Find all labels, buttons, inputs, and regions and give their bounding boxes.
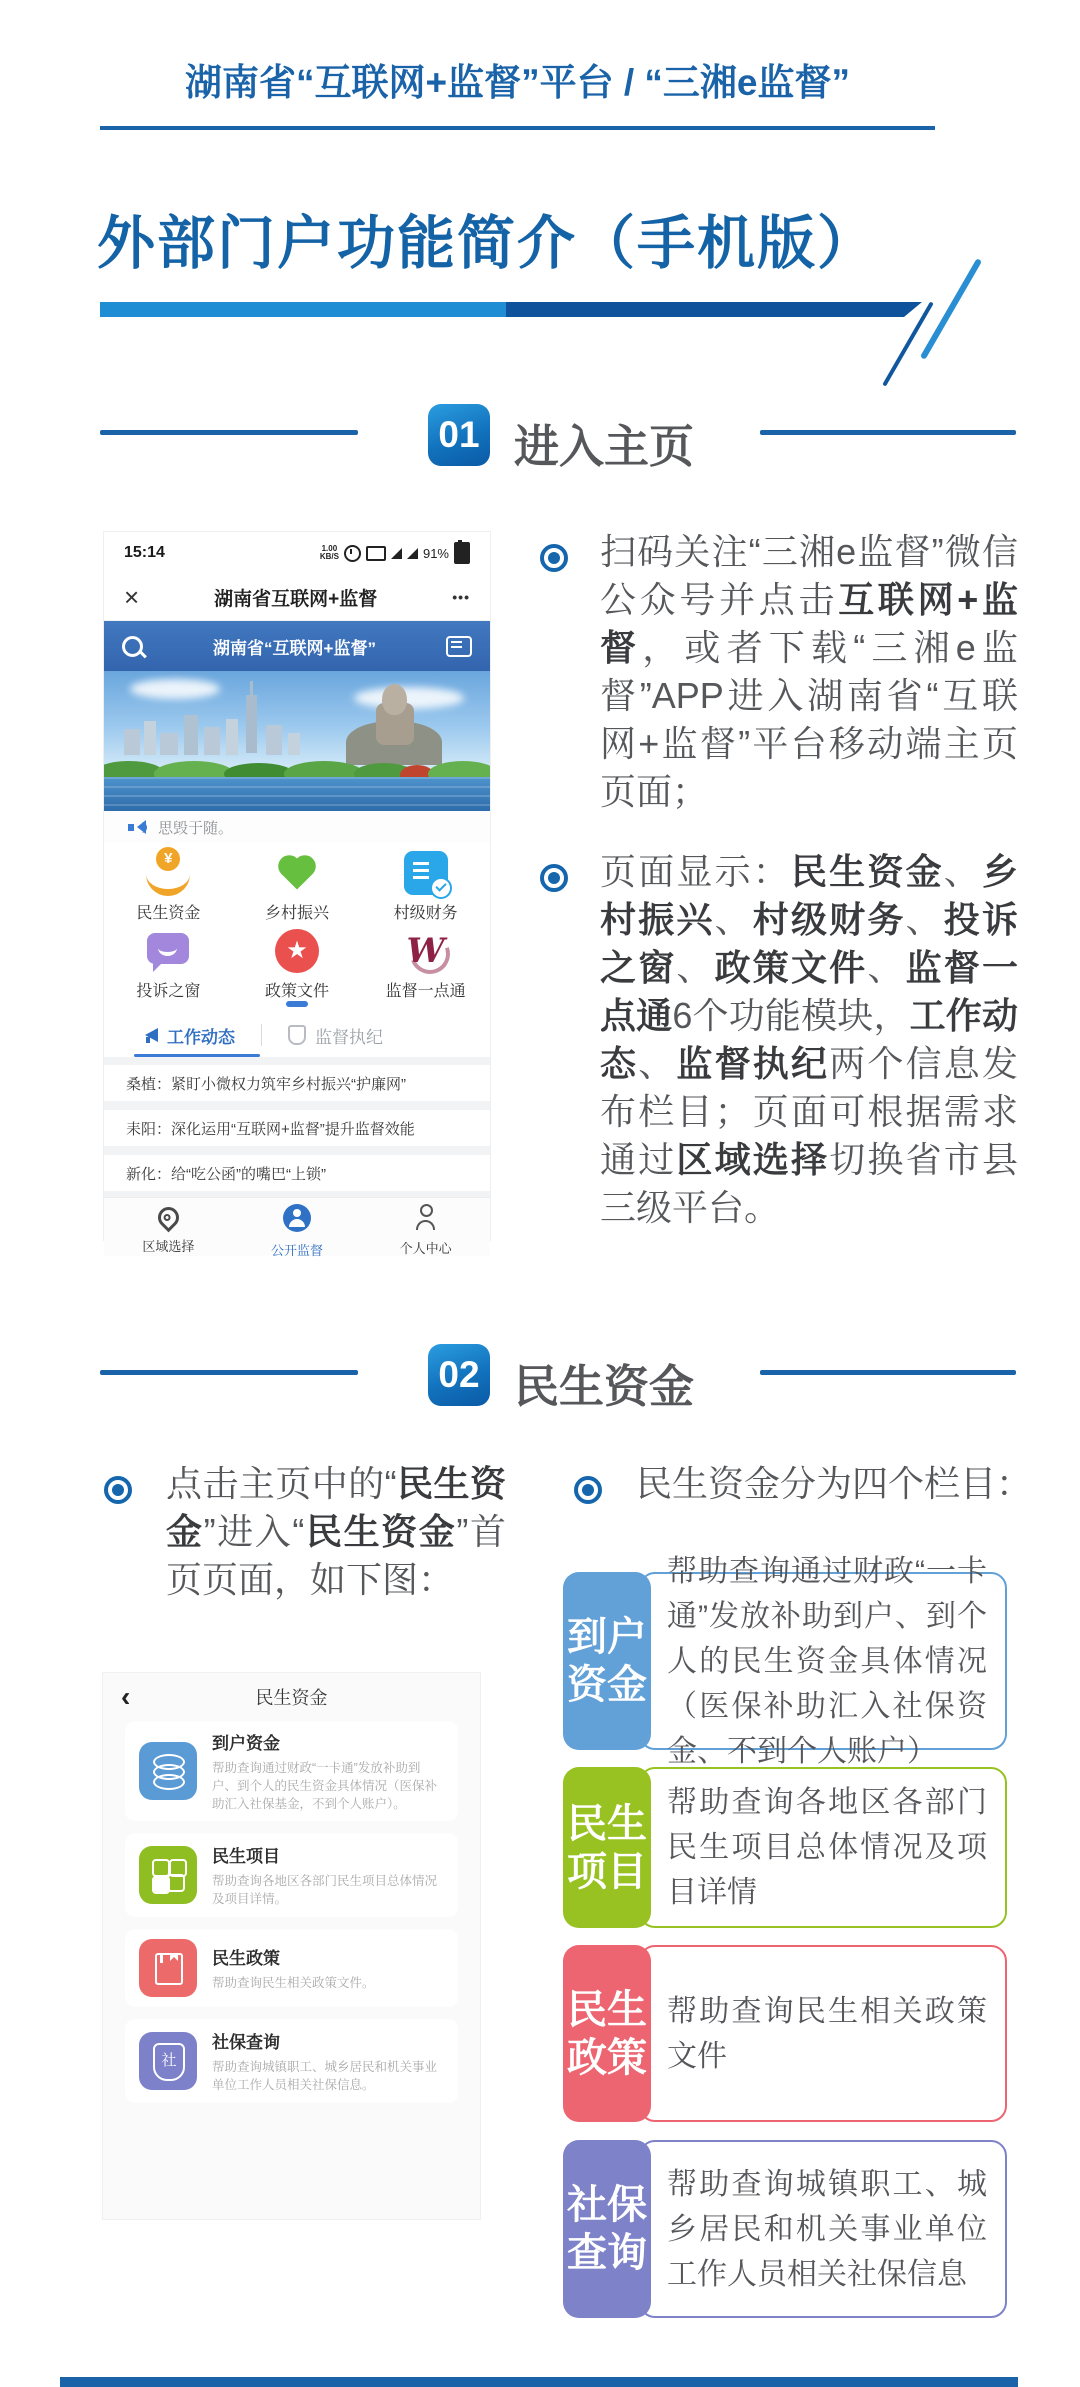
module-policy-files[interactable]: ★ 政策文件: [233, 923, 362, 999]
bullet-icon: [574, 1476, 602, 1504]
megaphone-icon: [138, 1027, 158, 1043]
search-bar[interactable]: [104, 621, 490, 671]
section2-number-badge: 02: [428, 1344, 490, 1406]
section1-bullet2-text: 页面显示：民生资金、乡村振兴、村级财务、投诉之窗、政策文件、监督一点通6个功能模块，工作动态、监督执纪两个信息发布栏目；页面可根据需求通过区域选择切换省市县三级平台。: [600, 851, 1018, 1228]
swirl-logo-icon: [400, 925, 452, 977]
list-item-daohu-funds[interactable]: 到户资金 帮助查询通过财政“一卡通”发放补助到户、到个人的民生资金具体情况（医保补助汇入社保基金，不到个人账户）。: [125, 1721, 458, 1821]
section2-title: 民生资金: [514, 1361, 695, 1412]
building-shape: [226, 719, 238, 755]
column-card-minsheng-policy: [563, 1945, 1007, 2122]
module-minsheng-funds[interactable]: ¥ 民生资金: [104, 845, 233, 921]
module-supervision-hotline[interactable]: W 监督一点通: [361, 923, 490, 999]
signal-icon: [391, 548, 402, 559]
tab-region-select[interactable]: 区域选择: [104, 1198, 233, 1256]
speaker-icon: [128, 819, 146, 835]
status-time: 15:14: [124, 544, 165, 561]
building-shape: [266, 725, 282, 755]
page-header-title: 湖南省“互联网+监督”平台 / “三湘e监督”: [184, 62, 851, 103]
back-icon[interactable]: ‹: [121, 1681, 131, 1712]
column-label: 到户 资金: [563, 1572, 651, 1750]
header-underline: [100, 126, 935, 130]
module-complaint-window[interactable]: 投诉之窗: [104, 923, 233, 999]
network-speed-indicator: 1.00 KB/S: [319, 544, 339, 561]
module-rural-revitalization[interactable]: 乡村振兴: [233, 845, 362, 921]
phone-status-bar: [104, 532, 490, 574]
bullet-icon: [540, 864, 568, 892]
list-item-minsheng-policy[interactable]: 民生政策 帮助查询民生相关政策文件。: [125, 1929, 458, 2007]
section2-line-left: [100, 1370, 358, 1375]
battery-icon: [454, 542, 470, 564]
shield-social-icon: 社: [139, 2032, 197, 2090]
column-label: 民生 项目: [563, 1767, 651, 1928]
tab-personal-center[interactable]: 个人中心: [361, 1198, 490, 1256]
list-item-minsheng-projects[interactable]: 民生项目 帮助查询各地区各部门民生项目总体情况及项目详情。: [125, 1833, 458, 1917]
building-shape: [204, 727, 220, 755]
fund-hand-icon: [142, 847, 194, 899]
grid-icon: [139, 1846, 197, 1904]
column-text: 帮助查询各地区各部门民生项目总体情况及项目详情: [667, 1786, 987, 1909]
phone2-header: [103, 1673, 480, 1721]
news-item[interactable]: 耒阳：深化运用“互联网+监督”提升监督效能: [104, 1110, 490, 1146]
banner-image: [104, 671, 490, 811]
building-shape: [288, 733, 300, 755]
phone-screenshot-home: [104, 532, 490, 1258]
title-accent-bar: [100, 302, 922, 317]
person-outline-icon: [413, 1204, 439, 1230]
shield-icon: [288, 1025, 306, 1045]
building-shape: [184, 715, 198, 755]
column-card-social-security: [563, 2140, 1007, 2318]
water-shape: [104, 777, 490, 811]
chat-bubble-icon: [142, 925, 194, 977]
column-label: 民生 政策: [563, 1945, 651, 2122]
tower-shape: [246, 695, 257, 753]
close-icon[interactable]: ×: [124, 582, 140, 612]
section1-title: 进入主页: [514, 421, 695, 472]
footer-accent-bar: [60, 2377, 1018, 2387]
section1-number-badge: 01: [428, 404, 490, 466]
building-shape: [144, 721, 156, 755]
notice-ticker: [104, 811, 490, 843]
alarm-icon: [344, 545, 361, 562]
more-icon[interactable]: •••: [452, 589, 470, 605]
bottom-tab-bar: [104, 1197, 490, 1256]
column-card-daohu-funds: [563, 1554, 1007, 1768]
phone-nav-bar: [104, 574, 490, 621]
building-shape: [160, 733, 178, 755]
news-item[interactable]: 桑植：紧盯小微权力筑牢乡村振兴“护廉网”: [104, 1065, 490, 1101]
book-icon: [139, 1939, 197, 1997]
news-tabs: [104, 1013, 490, 1057]
phone-nav-title: 湖南省互联网+监督: [214, 588, 378, 610]
person-filled-icon: [283, 1204, 311, 1232]
ledger-check-icon: [400, 847, 452, 899]
phone-screenshot-minsheng: [103, 1673, 480, 2219]
page-title: 外部门户功能简介（手机版）: [97, 211, 878, 276]
bullet-icon: [540, 544, 568, 572]
section1-line-left: [100, 430, 358, 435]
phone2-title: 民生资金: [255, 1688, 328, 1708]
section2-left-bullet-text: 点击主页中的“民生资金”进入“民生资金”首页页面，如下图：: [166, 1463, 506, 1600]
building-shape: [124, 729, 140, 755]
section2-line-right: [760, 1370, 1016, 1375]
column-label: 社保 查询: [563, 2140, 651, 2318]
page-indicator: [104, 1001, 490, 1013]
statue-head-shape: [382, 684, 407, 715]
reader-icon[interactable]: [446, 636, 472, 657]
title-bar-light-segment: [100, 302, 506, 317]
section1-bullet1-text: 扫码关注“三湘e监督”微信公众号并点击互联网+监督，或者下载“三湘e监督”APP进入湖南省“互联网+监督”平台移动端主页页面；: [600, 531, 1018, 812]
heart-handshake-icon: [271, 847, 323, 899]
list-item-social-security[interactable]: 社 社保查询 帮助查询城镇职工、城乡居民和机关事业单位工作人员相关社保信息。: [125, 2019, 458, 2103]
star-circle-icon: [271, 925, 323, 977]
news-item[interactable]: 新化：给“吃公函”的嘴巴“上锁”: [104, 1155, 490, 1191]
news-list: [104, 1057, 490, 1197]
signal2-icon: [407, 548, 418, 559]
coins-icon: [139, 1742, 197, 1800]
column-text: 帮助查询民生相关政策文件: [667, 1994, 987, 2073]
column-card-minsheng-projects: [563, 1767, 1007, 1928]
sim-icon: [366, 546, 386, 561]
search-bar-title: 湖南省“互联网+监督”: [213, 638, 376, 658]
column-text: 帮助查询通过财政“一卡通”发放补助到户、到个人的民生资金具体情况（医保补助汇入社保资金、不到个人账户）: [667, 1554, 987, 1768]
status-icons: [320, 542, 470, 564]
tab-divider: [261, 1024, 262, 1046]
column-text: 帮助查询城镇职工、城乡居民和机关事业单位工作人员相关社保信息: [667, 2167, 987, 2291]
section1-line-right: [760, 430, 1016, 435]
cloud-shape: [130, 679, 220, 699]
search-icon[interactable]: [122, 636, 143, 657]
tab-work-updates[interactable]: 工作动态: [138, 1013, 235, 1057]
tab-public-supervision[interactable]: 公开监督: [233, 1198, 362, 1256]
ticker-text: 思毁于随。: [158, 819, 234, 837]
battery-percent: 91%: [422, 545, 449, 561]
location-pin-icon: [153, 1203, 183, 1233]
section2-right-bullet-text: 民生资金分为四个栏目：: [636, 1463, 1033, 1504]
tab-discipline[interactable]: 监督执纪: [288, 1023, 383, 1048]
title-bar-dark-segment: [506, 302, 922, 317]
module-village-finance[interactable]: 村级财务: [361, 845, 490, 921]
module-grid: [104, 843, 490, 1001]
bullet-icon: [104, 1476, 132, 1504]
